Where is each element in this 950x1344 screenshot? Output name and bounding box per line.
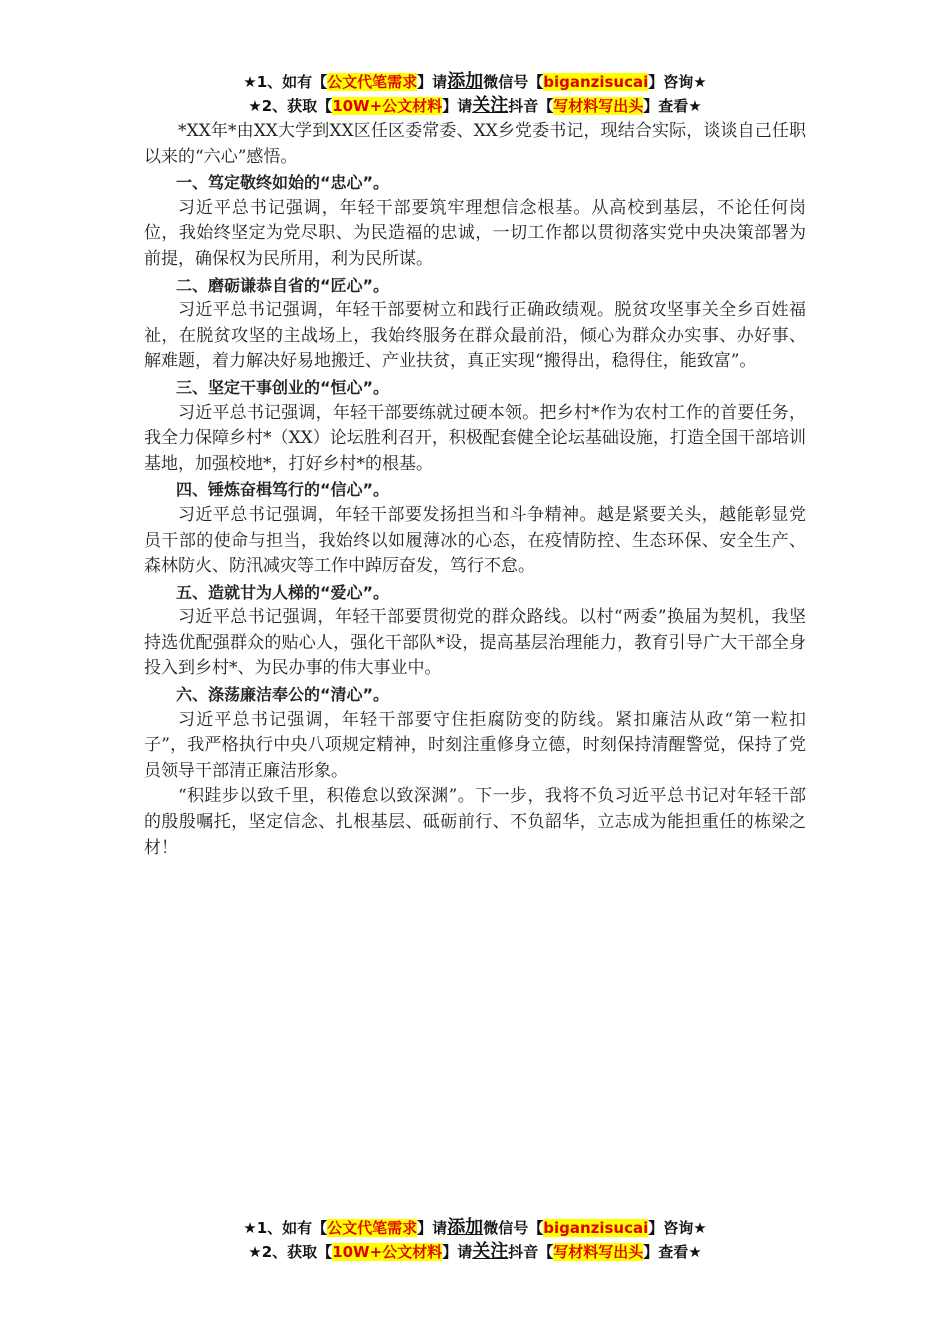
ad-wechat-id: biganzisucai	[543, 1219, 649, 1237]
ad-highlight: 公文代笔需求	[327, 73, 418, 91]
section-heading: 五、造就甘为人梯的“爱心”。	[176, 582, 390, 602]
ad-text: 】查看★	[643, 97, 702, 115]
ad-douyin-id: 写材料写出头	[553, 97, 644, 115]
ad-highlight: 10W+公文材料	[332, 97, 443, 115]
ad-line-2	[0, 1240, 950, 1264]
intro-paragraph: *XX年*由XX大学到XX区任区委常委、XX乡党委书记，现结合实际，谈谈自己任职以来的“六心”感悟。	[144, 121, 806, 167]
document-body	[144, 119, 806, 861]
ad-text: 抖音【	[508, 1243, 554, 1261]
ad-text: 】咨询★	[648, 1219, 707, 1237]
section-body: 习近平总书记强调，年轻干部要练就过硬本领。把乡村*作为农村工作的首要任务，我全力保障乡村*（XX）论坛胜利召开，积极配套健全论坛基础设施，打造全国干部培训基地，加强校地*，打好乡村*的根基。	[144, 402, 806, 474]
ad-douyin-id: 写材料写出头	[553, 1243, 644, 1261]
ad-emphasis: 关注	[472, 1241, 509, 1262]
closing-paragraph: “积跬步以致千里，积倦怠以致深渊”。下一步，我将不负习近平总书记对年轻干部的殷殷嘱托，坚定信念、扎根基层、砥砺前行、不负韶华，立志成为能担重任的栋梁之材！	[144, 786, 806, 858]
section-body: 习近平总书记强调，年轻干部要守住拒腐防变的防线。紧扣廉洁从政“第一粒扣子”，我严格执行中央八项规定精神，时刻注重修身立德，时刻保持清醒警觉，保持了党员领导干部清正廉洁形象。	[144, 709, 806, 781]
ad-text: 】请	[442, 1243, 473, 1261]
ad-text: ★1、如有【	[243, 1219, 328, 1237]
section-heading: 三、坚定干事创业的“恒心”。	[176, 377, 390, 397]
ad-line-1	[0, 1216, 950, 1240]
section-body: 习近平总书记强调，年轻干部要发扬担当和斗争精神。越是紧要关头，越能彰显党员干部的使命与担当，我始终以如履薄冰的心态，在疫情防控、生态环保、安全生产、森林防火、防汛减灾等工作中踔厉奋发，笃行不怠。	[144, 504, 806, 577]
ad-text: 】请	[417, 1219, 448, 1237]
bottom-ad-banner	[0, 1216, 950, 1264]
ad-text: 微信号【	[483, 1219, 544, 1237]
section-heading: 四、锤炼奋楫笃行的“信心”。	[176, 480, 390, 500]
section-heading: 一、笃定敬终如始的“忠心”。	[176, 173, 390, 193]
section-body: 习近平总书记强调，年轻干部要贯彻党的群众路线。以村“两委”换届为契机，我坚持选优配强群众的贴心人，强化干部队*设，提高基层治理能力，教育引导广大干部全身投入到乡村*、为民办事的伟大事业中。	[144, 607, 806, 679]
ad-emphasis: 添加	[447, 71, 484, 92]
ad-text: ★2、获取【	[248, 1243, 333, 1261]
section-heading: 六、涤荡廉洁奉公的“清心”。	[176, 685, 390, 705]
ad-emphasis: 关注	[472, 95, 509, 116]
ad-line-1	[0, 70, 950, 94]
ad-text: 微信号【	[483, 73, 544, 91]
ad-line-2	[0, 94, 950, 118]
ad-text: 】请	[442, 97, 473, 115]
ad-highlight: 10W+公文材料	[332, 1243, 443, 1261]
top-ad-banner	[0, 70, 950, 118]
ad-emphasis: 添加	[447, 1217, 484, 1238]
section-body: 习近平总书记强调，年轻干部要树立和践行正确政绩观。脱贫攻坚事关全乡百姓福祉，在脱贫攻坚的主战场上，我始终服务在群众最前沿，倾心为群众办实事、办好事、解难题，着力解决好易地搬迁、产业扶贫，真正实现“搬得出，稳得住，能致富”。	[144, 300, 806, 372]
ad-text: 】查看★	[643, 1243, 702, 1261]
ad-text: ★2、获取【	[248, 97, 333, 115]
ad-text: 】请	[417, 73, 448, 91]
ad-highlight: 公文代笔需求	[327, 1219, 418, 1237]
section-body: 习近平总书记强调，年轻干部要筑牢理想信念根基。从高校到基层，不论任何岗位，我始终坚定为党尽职、为民造福的忠诚，一切工作都以贯彻落实党中央决策部署为前提，确保权为民所用，利为民所谋。	[144, 197, 806, 269]
section-heading: 二、磨砺谦恭自省的“匠心”。	[176, 275, 390, 295]
ad-text: ★1、如有【	[243, 73, 328, 91]
ad-wechat-id: biganzisucai	[543, 73, 649, 91]
ad-text: 抖音【	[508, 97, 554, 115]
ad-text: 】咨询★	[648, 73, 707, 91]
